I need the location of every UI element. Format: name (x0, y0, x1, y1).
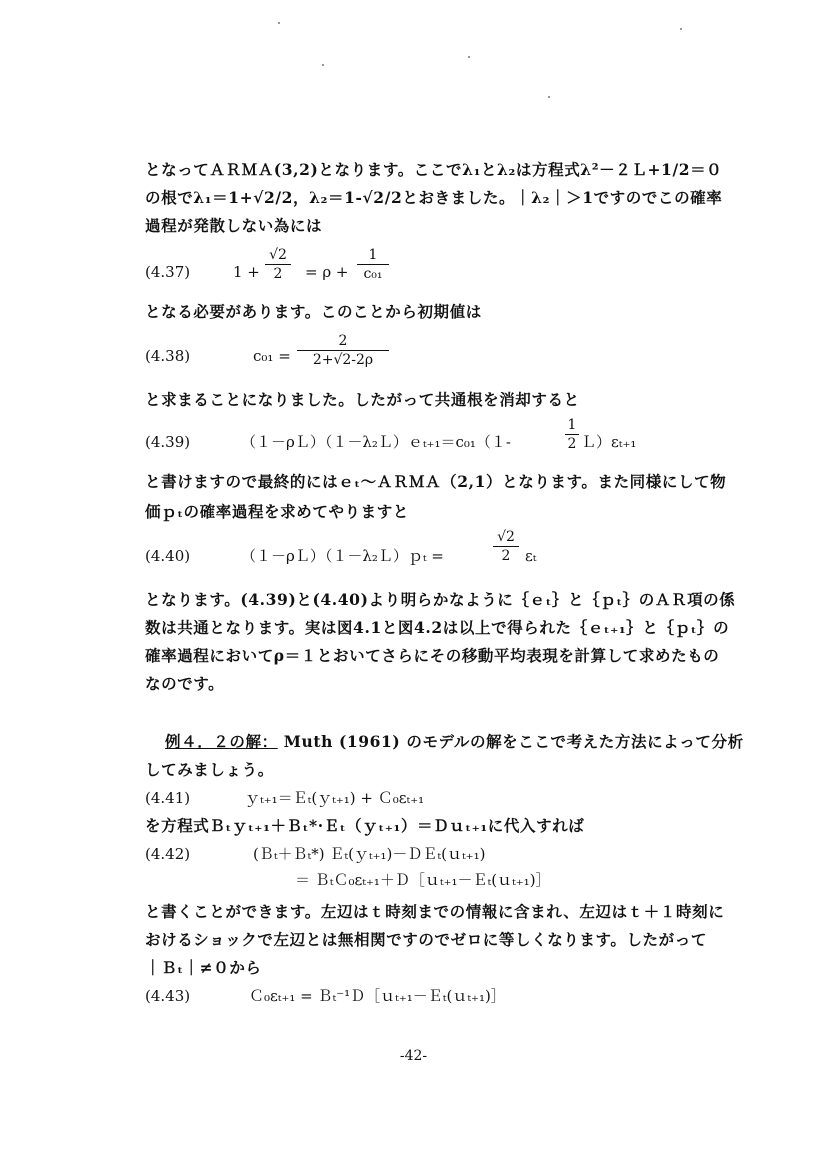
text-line-21: と書くことができます。左辺はｔ時刻までの情報に含まれ、左辺はｔ＋１時刻に (145, 902, 725, 921)
text-line-10: 価ｐₜの確率過程を求めてやりますと (145, 502, 409, 521)
fraction: √2 2 (493, 528, 519, 565)
fraction: 1 2 (565, 416, 579, 453)
text-line-17: してみましょう。 (145, 760, 274, 779)
scan-speck (468, 56, 470, 58)
equation-4-39 (145, 417, 637, 452)
equation-number: (4.41) (145, 789, 191, 807)
equation-number: (4.42) (145, 845, 191, 863)
equation-body: ＝ ＢₜＣ₀εₜ₊₁＋Ｄ［ｕₜ₊₁－Ｅₜ(ｕₜ₊₁)］ (295, 871, 551, 889)
scan-speck (322, 64, 324, 66)
text-line-7: と求まることになりました。したがって共通根を消却すると (145, 390, 580, 409)
text-line-2: の根でλ₁＝1+√2/2，λ₂＝1-√2/2とおきました。｜λ₂｜＞1ですのでこの確率 (145, 188, 723, 207)
equation-4-42 (145, 844, 486, 864)
scan-speck (548, 96, 550, 98)
equation-number: (4.39) (145, 433, 191, 451)
equation-body: （１－ρＬ）（１－λ₂Ｌ）ｅₜ₊₁＝c₀₁（１- (241, 433, 511, 451)
scan-speck (278, 22, 280, 24)
fraction: √2 2 (265, 246, 291, 283)
text-line-5: となる必要があります。このことから初期値は (145, 302, 482, 321)
equation-body: （１－ρＬ）（１－λ₂Ｌ）ｐₜ = (241, 547, 444, 565)
scan-speck (680, 28, 682, 30)
equation-body: (Ｂₜ＋Ｂₜ*) Ｅₜ(ｙₜ₊₁)－ＤＥₜ(ｕₜ₊₁) (253, 845, 486, 863)
text-line-9: と書けますので最終的にはｅₜ～ＡＲＭＡ（2,1）となります。また同様にして物 (145, 472, 727, 491)
equation-lhs: c₀₁ = (253, 347, 291, 365)
example-title: 例４．２の解： (165, 732, 278, 751)
text-line-22: おけるショックで左辺とは無相関ですのでゼロに等しくなります。したがって (145, 930, 707, 949)
text-line-23: ｜Ｂₜ｜≠０から (145, 958, 262, 977)
text-line-15: なのです。 (145, 674, 225, 693)
example-intro: Muth (1961) のモデルの解をここで考えた方法によって分析 (277, 732, 744, 751)
equation-body: ｙₜ₊₁＝Ｅₜ(ｙₜ₊₁) + Ｃ₀εₜ₊₁ (245, 789, 425, 807)
text-line-1: となってＡＲＭＡ(3,2)となります。ここでλ₁とλ₂は方程式λ²－２Ｌ+1/2＝０ (145, 160, 723, 179)
equation-4-43 (145, 986, 506, 1006)
equation-number: (4.38) (145, 347, 191, 365)
equation-lhs: 1 + (233, 263, 260, 281)
fraction: 2 2+√2-2ρ (297, 332, 389, 369)
equation-body: Ｃ₀εₜ₊₁ = Ｂₜ⁻¹Ｄ［ｕₜ₊₁－Ｅₜ(ｕₜ₊₁)］ (249, 987, 506, 1005)
text-line-14: 確率過程においてρ＝１とおいてさらにその移動平均表現を計算して求めたもの (145, 646, 720, 665)
equation-mid: = ρ + (305, 263, 349, 281)
text-line-12: となります。(4.39)と(4.40)より明らかなように｛ｅₜ｝と｛ｐₜ｝のＡＲ項の係 (145, 590, 736, 609)
example-heading (165, 732, 744, 752)
equation-tail: εₜ (525, 547, 537, 565)
page-number: -42- (399, 1048, 428, 1064)
fraction: 1 c₀₁ (357, 246, 389, 283)
equation-number: (4.37) (145, 263, 191, 281)
equation-4-41 (145, 788, 425, 808)
equation-number: (4.43) (145, 987, 191, 1005)
equation-4-37 (145, 247, 383, 282)
equation-4-40 (145, 529, 537, 566)
text-line-13: 数は共通となります。実は図4.1と図4.2は以上で得られた｛ｅₜ₊₁｝と｛ｐₜ｝の (145, 618, 730, 637)
text-line-19: を方程式Ｂₜｙₜ₊₁＋Ｂₜ*·Ｅₜ（ｙₜ₊₁）＝Ｄｕₜ₊₁に代入すれば (145, 816, 585, 835)
text-line-3: 過程が発散しない為には (145, 216, 323, 235)
equation-number: (4.40) (145, 547, 191, 565)
equation-4-38 (145, 333, 374, 368)
equation-tail: Ｌ）εₜ₊₁ (581, 433, 637, 451)
